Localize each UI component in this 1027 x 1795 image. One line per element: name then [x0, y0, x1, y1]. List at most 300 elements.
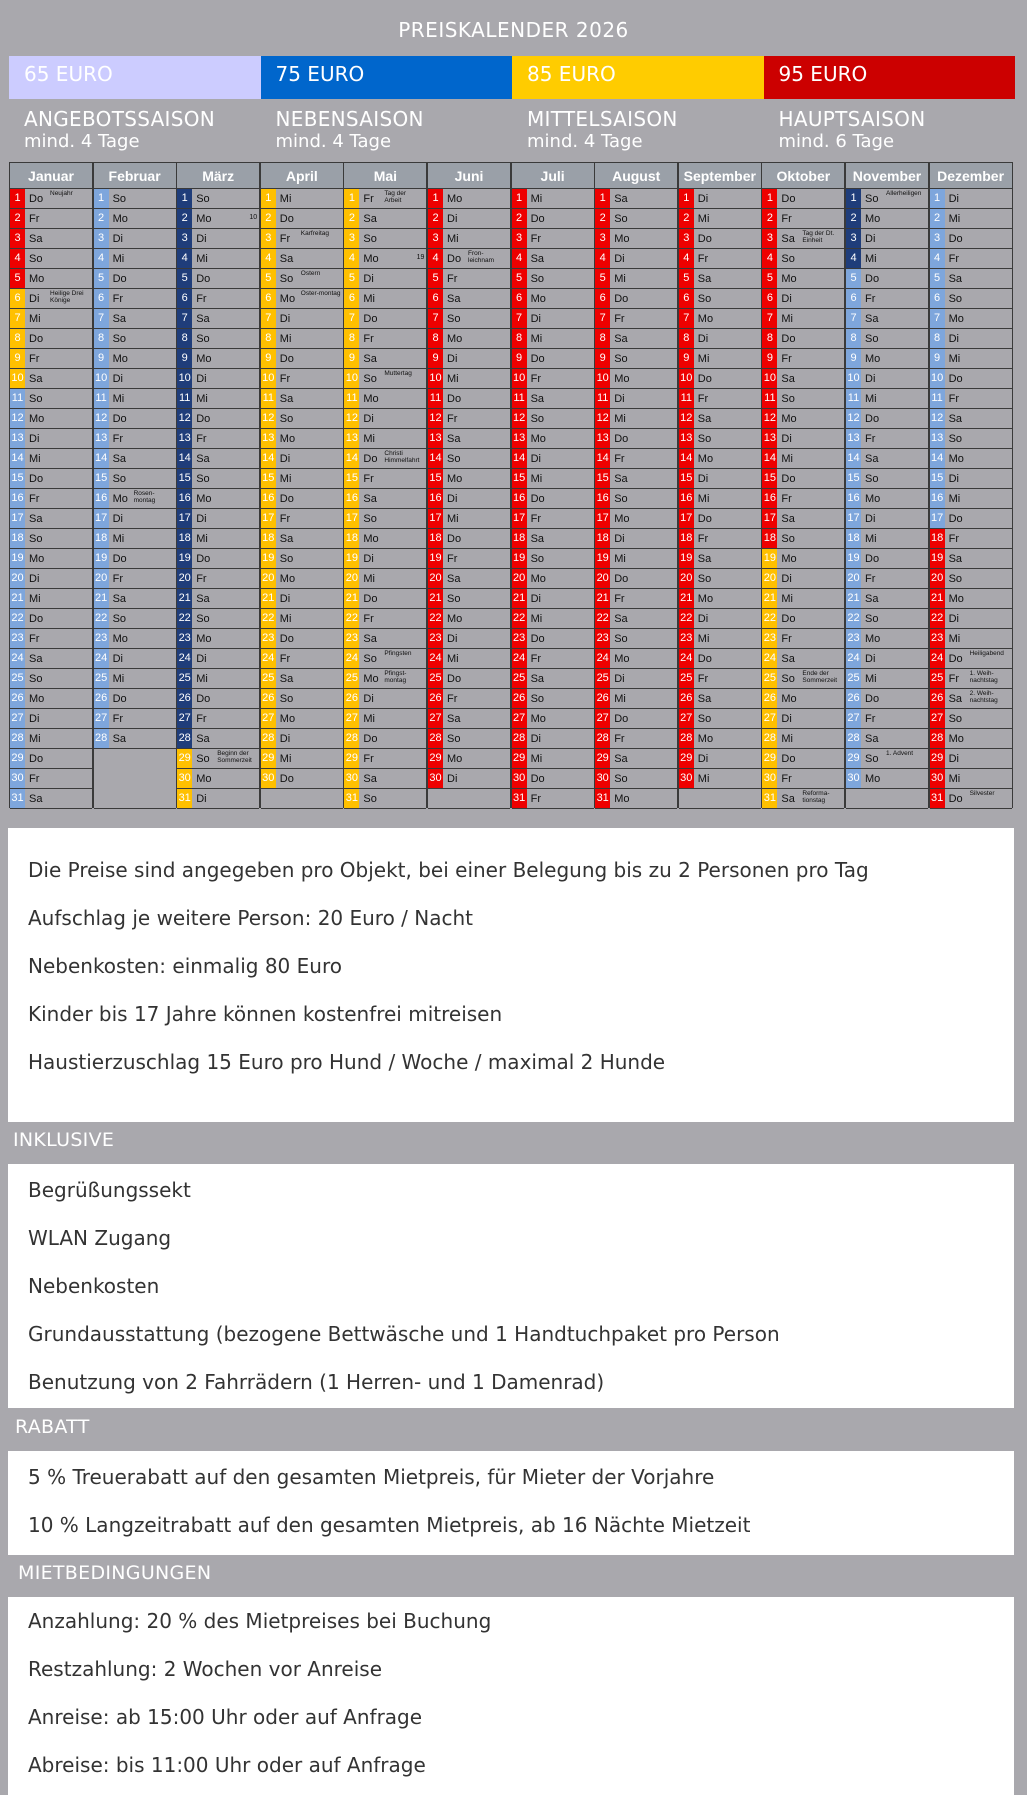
- day-number: 1: [762, 189, 777, 208]
- day-cell: [846, 469, 928, 489]
- weekday: Do: [363, 312, 378, 325]
- info-line: Die Preise sind angegeben pro Objekt, bei einer Belegung bis zu 2 Personen pro Tag: [28, 858, 869, 882]
- weekday: Mi: [196, 392, 208, 405]
- weekday: Di: [196, 232, 207, 245]
- day-number: 27: [846, 709, 861, 728]
- day-number: 5: [94, 269, 109, 288]
- weekday: Mi: [447, 512, 459, 525]
- day-cell: [10, 569, 92, 589]
- day-number: 24: [512, 649, 527, 668]
- day-cell: [595, 389, 677, 409]
- day-number: 30: [846, 769, 861, 788]
- month-column: [761, 162, 845, 808]
- month-name: November: [846, 163, 928, 189]
- day-cell: [930, 229, 1012, 249]
- day-number: 11: [177, 389, 192, 408]
- day-number: 8: [679, 329, 694, 348]
- day-cell: [595, 269, 677, 289]
- holiday-note: Tag der Dt. Einheit: [802, 230, 835, 244]
- day-number: 29: [595, 749, 610, 768]
- day-number: 5: [679, 269, 694, 288]
- weekday: Mi: [196, 532, 208, 545]
- day-number: 16: [10, 489, 25, 508]
- day-number: 1: [261, 189, 276, 208]
- day-cell: [512, 669, 594, 689]
- day-number: 7: [762, 309, 777, 328]
- day-cell: [261, 589, 343, 609]
- day-cell: [595, 409, 677, 429]
- day-cell: [344, 589, 426, 609]
- day-number: 6: [679, 289, 694, 308]
- weekday: Do: [196, 412, 211, 425]
- weekday: Mo: [447, 192, 463, 205]
- weekday: Sa: [948, 692, 963, 705]
- day-number: 11: [261, 389, 276, 408]
- weekday: Fr: [112, 572, 123, 585]
- weekday: Do: [112, 412, 127, 425]
- day-cell: [679, 489, 761, 509]
- day-cell: [344, 249, 426, 269]
- month-column: [343, 162, 427, 808]
- day-number: 23: [512, 629, 527, 648]
- day-number: 31: [177, 789, 192, 808]
- weekday: So: [112, 612, 127, 625]
- day-number: 14: [512, 449, 527, 468]
- day-number: 3: [595, 229, 610, 248]
- day-number: 11: [930, 389, 945, 408]
- weekday: Di: [447, 772, 458, 785]
- holiday-note: 1. Advent: [886, 750, 914, 757]
- day-cell: [94, 469, 176, 489]
- weekday: Sa: [112, 592, 127, 605]
- day-cell: [846, 429, 928, 449]
- weekday: So: [865, 752, 879, 765]
- day-number: 4: [846, 249, 861, 268]
- day-number: 3: [94, 229, 109, 248]
- weekday: Mi: [614, 412, 626, 425]
- weekday: Di: [196, 652, 207, 665]
- day-number: 23: [94, 629, 109, 648]
- weekday: Do: [196, 272, 211, 285]
- day-cell: [261, 609, 343, 629]
- weekday: Mi: [865, 532, 877, 545]
- day-cell: [930, 529, 1012, 549]
- day-cell: [10, 329, 92, 349]
- weekday: Sa: [781, 512, 795, 525]
- day-cell: [762, 669, 844, 689]
- day-cell: [10, 509, 92, 529]
- day-number: 30: [930, 769, 945, 788]
- day-number: 11: [10, 389, 25, 408]
- weekday: Sa: [614, 472, 628, 485]
- weekday: Mi: [196, 252, 208, 265]
- weekday: Di: [614, 252, 625, 265]
- day-cell: [762, 349, 844, 369]
- day-number: 11: [94, 389, 109, 408]
- day-cell: [762, 589, 844, 609]
- weekday: Sa: [196, 312, 210, 325]
- season-min: mind. 6 Tage: [778, 131, 895, 152]
- day-cell: [512, 509, 594, 529]
- day-cell: [930, 329, 1012, 349]
- day-number: 20: [679, 569, 694, 588]
- day-number: 12: [930, 409, 945, 428]
- weekday: Do: [781, 332, 796, 345]
- day-number: 4: [10, 249, 25, 268]
- weekday: Mi: [697, 212, 710, 225]
- day-number: 31: [762, 789, 777, 808]
- day-number: 6: [595, 289, 610, 308]
- day-cell: [679, 729, 761, 749]
- weekday: Sa: [865, 312, 879, 325]
- day-cell: [595, 749, 677, 769]
- weekday: Mi: [948, 492, 961, 505]
- day-cell: [762, 549, 844, 569]
- day-cell: [94, 569, 176, 589]
- weekday: So: [865, 192, 879, 205]
- day-number: 27: [512, 709, 527, 728]
- day-number: 8: [512, 329, 527, 348]
- day-number: 1: [428, 189, 443, 208]
- day-number: 13: [512, 429, 527, 448]
- weekday: Do: [112, 692, 127, 705]
- day-number: 24: [846, 649, 861, 668]
- day-cell: [10, 249, 92, 269]
- weekday: Di: [279, 312, 291, 325]
- weekday: Sa: [29, 372, 43, 385]
- day-number: 9: [762, 349, 777, 368]
- day-number: 9: [177, 349, 192, 368]
- month-name: März: [177, 163, 259, 189]
- day-cell: [428, 569, 510, 589]
- day-cell: [261, 189, 343, 209]
- holiday-note: Muttertag: [384, 370, 412, 377]
- holiday-note: Beginn der Sommerzeit: [217, 750, 252, 764]
- month-column: [929, 162, 1013, 808]
- weekday: Do: [279, 632, 294, 645]
- weekday: Fr: [29, 352, 40, 365]
- weekday: Mo: [865, 772, 881, 785]
- day-number: 1: [846, 189, 861, 208]
- day-cell: [762, 289, 844, 309]
- day-cell: [679, 469, 761, 489]
- weekday: So: [279, 412, 294, 425]
- day-number: 28: [846, 729, 861, 748]
- weekday: So: [447, 592, 461, 605]
- weekday: Sa: [865, 592, 879, 605]
- day-number: 14: [344, 449, 359, 468]
- day-cell: [428, 649, 510, 669]
- weekday: Fr: [112, 292, 123, 305]
- day-cell: [512, 569, 594, 589]
- weekday: Do: [530, 772, 545, 785]
- rabatt-line: 5 % Treuerabatt auf den gesamten Mietpreis, für Mieter der Vorjahre: [28, 1465, 715, 1489]
- weekday: Do: [29, 752, 44, 765]
- season-haupt: [764, 107, 1016, 153]
- weekday: Mo: [530, 572, 546, 585]
- day-number: 18: [428, 529, 443, 548]
- weekday: Di: [614, 672, 625, 685]
- weekday: Do: [112, 552, 127, 565]
- day-cell: [512, 529, 594, 549]
- day-number: 22: [679, 609, 694, 628]
- weekday: Do: [530, 212, 545, 225]
- day-cell: [261, 389, 343, 409]
- day-cell: [177, 789, 259, 809]
- weekday: Di: [865, 372, 876, 385]
- weekday: Mi: [865, 672, 877, 685]
- day-cell: [344, 709, 426, 729]
- day-number: 14: [930, 449, 945, 468]
- day-cell: [762, 629, 844, 649]
- day-number: 18: [261, 529, 276, 548]
- day-number: 12: [846, 409, 861, 428]
- day-number: 5: [512, 269, 527, 288]
- day-number: 17: [679, 509, 694, 528]
- weekday: So: [29, 252, 43, 265]
- day-cell: [679, 229, 761, 249]
- inklusive-line: Begrüßungssekt: [28, 1178, 191, 1202]
- day-number: 16: [512, 489, 527, 508]
- day-cell: [177, 769, 259, 789]
- weekday: Do: [196, 552, 211, 565]
- weekday: Do: [29, 192, 44, 205]
- day-cell: [679, 589, 761, 609]
- holiday-note: Reforma-tionstag: [802, 790, 830, 804]
- day-cell: [679, 549, 761, 569]
- day-number: 9: [10, 349, 25, 368]
- day-cell: [512, 489, 594, 509]
- inklusive-heading: INKLUSIVE: [13, 1129, 115, 1151]
- day-cell: [261, 489, 343, 509]
- holiday-note: Pfingst-montag: [384, 670, 407, 684]
- day-number: 20: [762, 569, 777, 588]
- weekday: Mi: [530, 472, 543, 485]
- price-calendar: [9, 162, 1012, 808]
- holiday-note: 2. Weih-nachtstag: [969, 690, 998, 704]
- day-cell: [512, 289, 594, 309]
- day-number: 21: [930, 589, 945, 608]
- day-number: 12: [261, 409, 276, 428]
- weekday: Sa: [447, 712, 461, 725]
- day-cell: [428, 269, 510, 289]
- weekday: Mo: [363, 532, 379, 545]
- empty-day-cell: [94, 769, 176, 789]
- weekday: Mo: [363, 252, 379, 265]
- day-number: 3: [10, 229, 25, 248]
- day-number: 30: [344, 769, 359, 788]
- day-number: 13: [762, 429, 777, 448]
- weekday: Mo: [279, 572, 296, 585]
- day-number: 4: [679, 249, 694, 268]
- weekday: So: [196, 752, 210, 765]
- day-number: 23: [846, 629, 861, 648]
- day-cell: [595, 369, 677, 389]
- day-cell: [930, 649, 1012, 669]
- weekday: Mo: [112, 352, 128, 365]
- day-number: 4: [930, 249, 945, 268]
- day-cell: [595, 529, 677, 549]
- day-number: 20: [428, 569, 443, 588]
- weekday: Mi: [781, 312, 793, 325]
- day-cell: [930, 609, 1012, 629]
- weekday: Mo: [196, 352, 212, 365]
- day-cell: [512, 429, 594, 449]
- day-cell: [344, 429, 426, 449]
- day-cell: [10, 429, 92, 449]
- day-cell: [344, 789, 426, 809]
- weekday: Mo: [196, 632, 212, 645]
- day-cell: [177, 589, 259, 609]
- day-number: 8: [846, 329, 861, 348]
- weekday: Do: [363, 732, 378, 745]
- day-cell: [261, 549, 343, 569]
- day-number: 2: [679, 209, 694, 228]
- weekday: Do: [447, 672, 462, 685]
- day-number: 19: [930, 549, 945, 568]
- day-cell: [846, 529, 928, 549]
- day-cell: [512, 329, 594, 349]
- day-cell: [177, 669, 259, 689]
- weekday: Mo: [614, 652, 630, 665]
- day-cell: [428, 369, 510, 389]
- day-cell: [10, 729, 92, 749]
- weekday: So: [614, 352, 628, 365]
- day-cell: [10, 309, 92, 329]
- day-number: 9: [94, 349, 109, 368]
- day-cell: [679, 609, 761, 629]
- day-number: 19: [595, 549, 610, 568]
- season-neben: [261, 107, 513, 153]
- day-number: 13: [930, 429, 945, 448]
- day-cell: [762, 709, 844, 729]
- day-number: 24: [595, 649, 610, 668]
- day-number: 1: [512, 189, 527, 208]
- day-cell: [94, 689, 176, 709]
- empty-day-cell: [94, 749, 176, 769]
- mietbedingungen-line: Anzahlung: 20 % des Mietpreises bei Buchung: [28, 1609, 492, 1633]
- weekday: Sa: [781, 232, 795, 245]
- day-number: 24: [177, 649, 192, 668]
- day-cell: [344, 509, 426, 529]
- day-cell: [762, 309, 844, 329]
- day-cell: [94, 249, 176, 269]
- empty-day-cell: [846, 789, 928, 809]
- weekday: Fr: [29, 492, 40, 505]
- day-cell: [261, 229, 343, 249]
- day-number: 18: [679, 529, 694, 548]
- day-number: 22: [177, 609, 192, 628]
- day-number: 26: [261, 689, 276, 708]
- month-column: [845, 162, 929, 808]
- day-cell: [428, 689, 510, 709]
- day-cell: [344, 689, 426, 709]
- weekday: Sa: [614, 332, 628, 345]
- day-cell: [10, 189, 92, 209]
- day-number: 19: [428, 549, 443, 568]
- day-cell: [679, 529, 761, 549]
- day-cell: [428, 189, 510, 209]
- day-cell: [261, 689, 343, 709]
- day-cell: [94, 329, 176, 349]
- day-cell: [261, 749, 343, 769]
- day-number: 16: [595, 489, 610, 508]
- weekday: Do: [29, 612, 44, 625]
- day-cell: [177, 349, 259, 369]
- weekday: Di: [697, 612, 709, 625]
- day-cell: [344, 269, 426, 289]
- weekday: Fr: [781, 772, 792, 785]
- day-cell: [94, 289, 176, 309]
- day-cell: [428, 469, 510, 489]
- day-number: 8: [177, 329, 192, 348]
- weekday: Sa: [948, 412, 963, 425]
- weekday: Fr: [614, 732, 625, 745]
- weekday: Do: [112, 272, 127, 285]
- weekday: Do: [530, 492, 545, 505]
- weekday: Di: [196, 792, 207, 805]
- day-number: 30: [10, 769, 25, 788]
- weekday: Mi: [112, 252, 125, 265]
- day-number: 29: [679, 749, 694, 768]
- day-cell: [344, 669, 426, 689]
- weekday: So: [948, 572, 963, 585]
- weekday: So: [363, 372, 377, 385]
- day-number: 28: [512, 729, 527, 748]
- weekday: Di: [865, 232, 876, 245]
- weekday: Mi: [279, 472, 292, 485]
- day-number: 7: [94, 309, 109, 328]
- day-cell: [261, 269, 343, 289]
- weekday: Mo: [279, 712, 296, 725]
- mietbedingungen-line: Restzahlung: 2 Wochen vor Anreise: [28, 1657, 383, 1681]
- day-number: 14: [177, 449, 192, 468]
- month-name: September: [679, 163, 761, 189]
- day-number: 26: [595, 689, 610, 708]
- day-number: 14: [428, 449, 443, 468]
- weekday: Fr: [530, 652, 541, 665]
- day-number: 1: [10, 189, 25, 208]
- day-cell: [930, 449, 1012, 469]
- day-cell: [428, 589, 510, 609]
- holiday-note: Neujahr: [50, 190, 73, 197]
- day-cell: [930, 369, 1012, 389]
- day-cell: [344, 569, 426, 589]
- day-cell: [177, 369, 259, 389]
- day-number: 20: [344, 569, 359, 588]
- weekday: Di: [29, 292, 40, 305]
- day-cell: [94, 369, 176, 389]
- day-cell: [762, 429, 844, 449]
- info-line: Kinder bis 17 Jahre können kostenfrei mitreisen: [28, 1002, 503, 1026]
- weekday: So: [865, 612, 879, 625]
- season-min: mind. 4 Tage: [527, 131, 643, 152]
- day-number: 17: [94, 509, 109, 528]
- day-cell: [428, 329, 510, 349]
- day-number: 22: [261, 609, 276, 628]
- day-number: 2: [930, 209, 945, 228]
- weekday: Mi: [447, 652, 459, 665]
- day-cell: [930, 489, 1012, 509]
- day-cell: [94, 589, 176, 609]
- day-number: 9: [512, 349, 527, 368]
- weekday: Do: [781, 192, 796, 205]
- price-95: 95 EURO: [764, 56, 1016, 99]
- day-number: 18: [846, 529, 861, 548]
- day-cell: [679, 749, 761, 769]
- day-cell: [679, 369, 761, 389]
- day-number: 23: [679, 629, 694, 648]
